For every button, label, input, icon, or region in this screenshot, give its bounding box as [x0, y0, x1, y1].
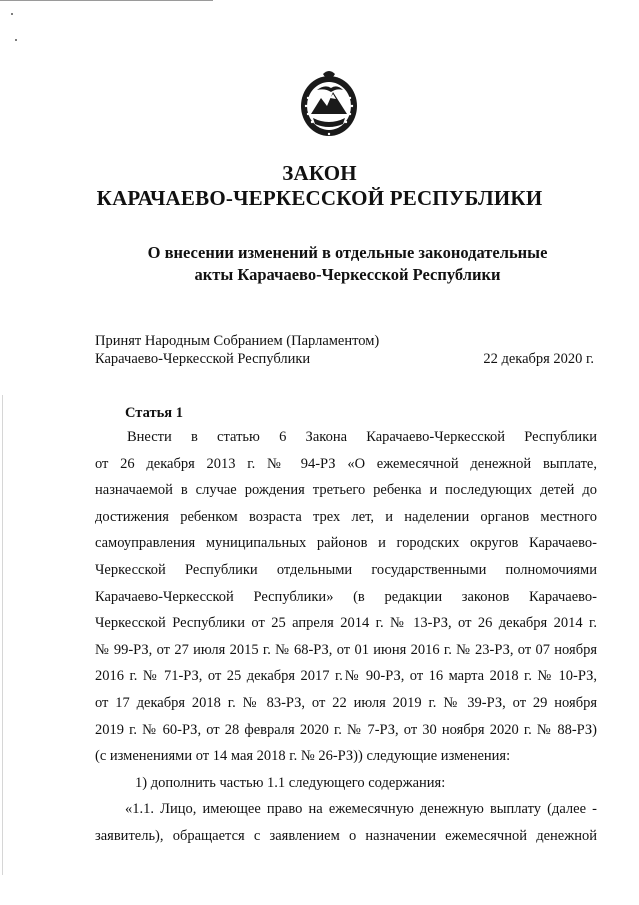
body-line: № 99-РЗ, от 27 июля 2015 г. № 68-РЗ, от 01 июня 2016 г. № 23-РЗ, от 07 ноября: [95, 641, 597, 658]
body-line: Карачаево-Черкесской Республики» (в редакции законов Карачаево-: [95, 588, 597, 605]
coat-of-arms-emblem-icon: [297, 68, 361, 140]
scan-speck: [11, 13, 13, 15]
adoption-line-1: Принят Народным Собранием (Парламентом): [95, 333, 380, 349]
adoption-line-2: Карачаево-Черкесской Республики: [95, 351, 311, 367]
body-line: назначаемой в случае рождения третьего ребенка и последующих детей до: [95, 482, 597, 499]
adoption-date: 22 декабря 2020 г.: [483, 351, 594, 367]
article-heading: Статья 1: [125, 405, 183, 421]
law-title: ЗАКОН: [282, 161, 357, 185]
scan-speck: [15, 39, 17, 41]
body-line: от 26 декабря 2013 г. № 94-РЗ «О ежемесячной денежной выплате,: [95, 455, 597, 472]
article-body: [95, 424, 597, 850]
law-subject-line-2: акты Карачаево-Черкесской Республики: [194, 265, 501, 284]
scan-artifact-line: [0, 0, 213, 1]
scan-edge-line: [2, 395, 3, 875]
quote-line: заявитель), обращается с заявлением о назначении ежемесячной денежной: [95, 827, 597, 844]
body-line: 2019 г. № 60-РЗ, от 28 февраля 2020 г. № 7-РЗ, от 30 ноября 2020 г. № 88-РЗ): [95, 721, 597, 738]
body-line: (с изменениями от 14 мая 2018 г. № 26-РЗ)) следующие изменения:: [95, 748, 511, 765]
body-line: 2016 г. № 71-РЗ, от 25 декабря 2017 г.№ 90-РЗ, от 16 марта 2018 г. № 10-РЗ,: [95, 668, 597, 685]
body-line: самоуправления муниципальных районов и городских округов Карачаево-: [95, 535, 597, 552]
body-line: Черкесской Республики от 25 апреля 2014 г. № 13-РЗ, от 26 декабря 2014 г.: [95, 615, 597, 632]
amendment-item-1: 1) дополнить частью 1.1 следующего содержания:: [135, 774, 446, 791]
body-line: от 17 декабря 2018 г. № 83-РЗ, от 22 июля 2019 г. № 39-РЗ, от 29 ноября: [95, 694, 597, 711]
quote-line: «1.1. Лицо, имеющее право на ежемесячную денежную выплату (далее -: [125, 801, 597, 818]
body-line: достижения ребенком возраста трех лет, и наделении органов местного: [95, 508, 597, 525]
law-subject-line-1: О внесении изменений в отдельные законодательные: [147, 243, 548, 262]
body-line: Черкесской Республики отдельными государственными полномочиями: [95, 561, 597, 578]
body-line: Внести в статью 6 Закона Карачаево-Черкесской Республики: [127, 429, 597, 445]
republic-title: КАРАЧАЕВО-ЧЕРКЕССКОЙ РЕСПУБЛИКИ: [96, 186, 543, 210]
